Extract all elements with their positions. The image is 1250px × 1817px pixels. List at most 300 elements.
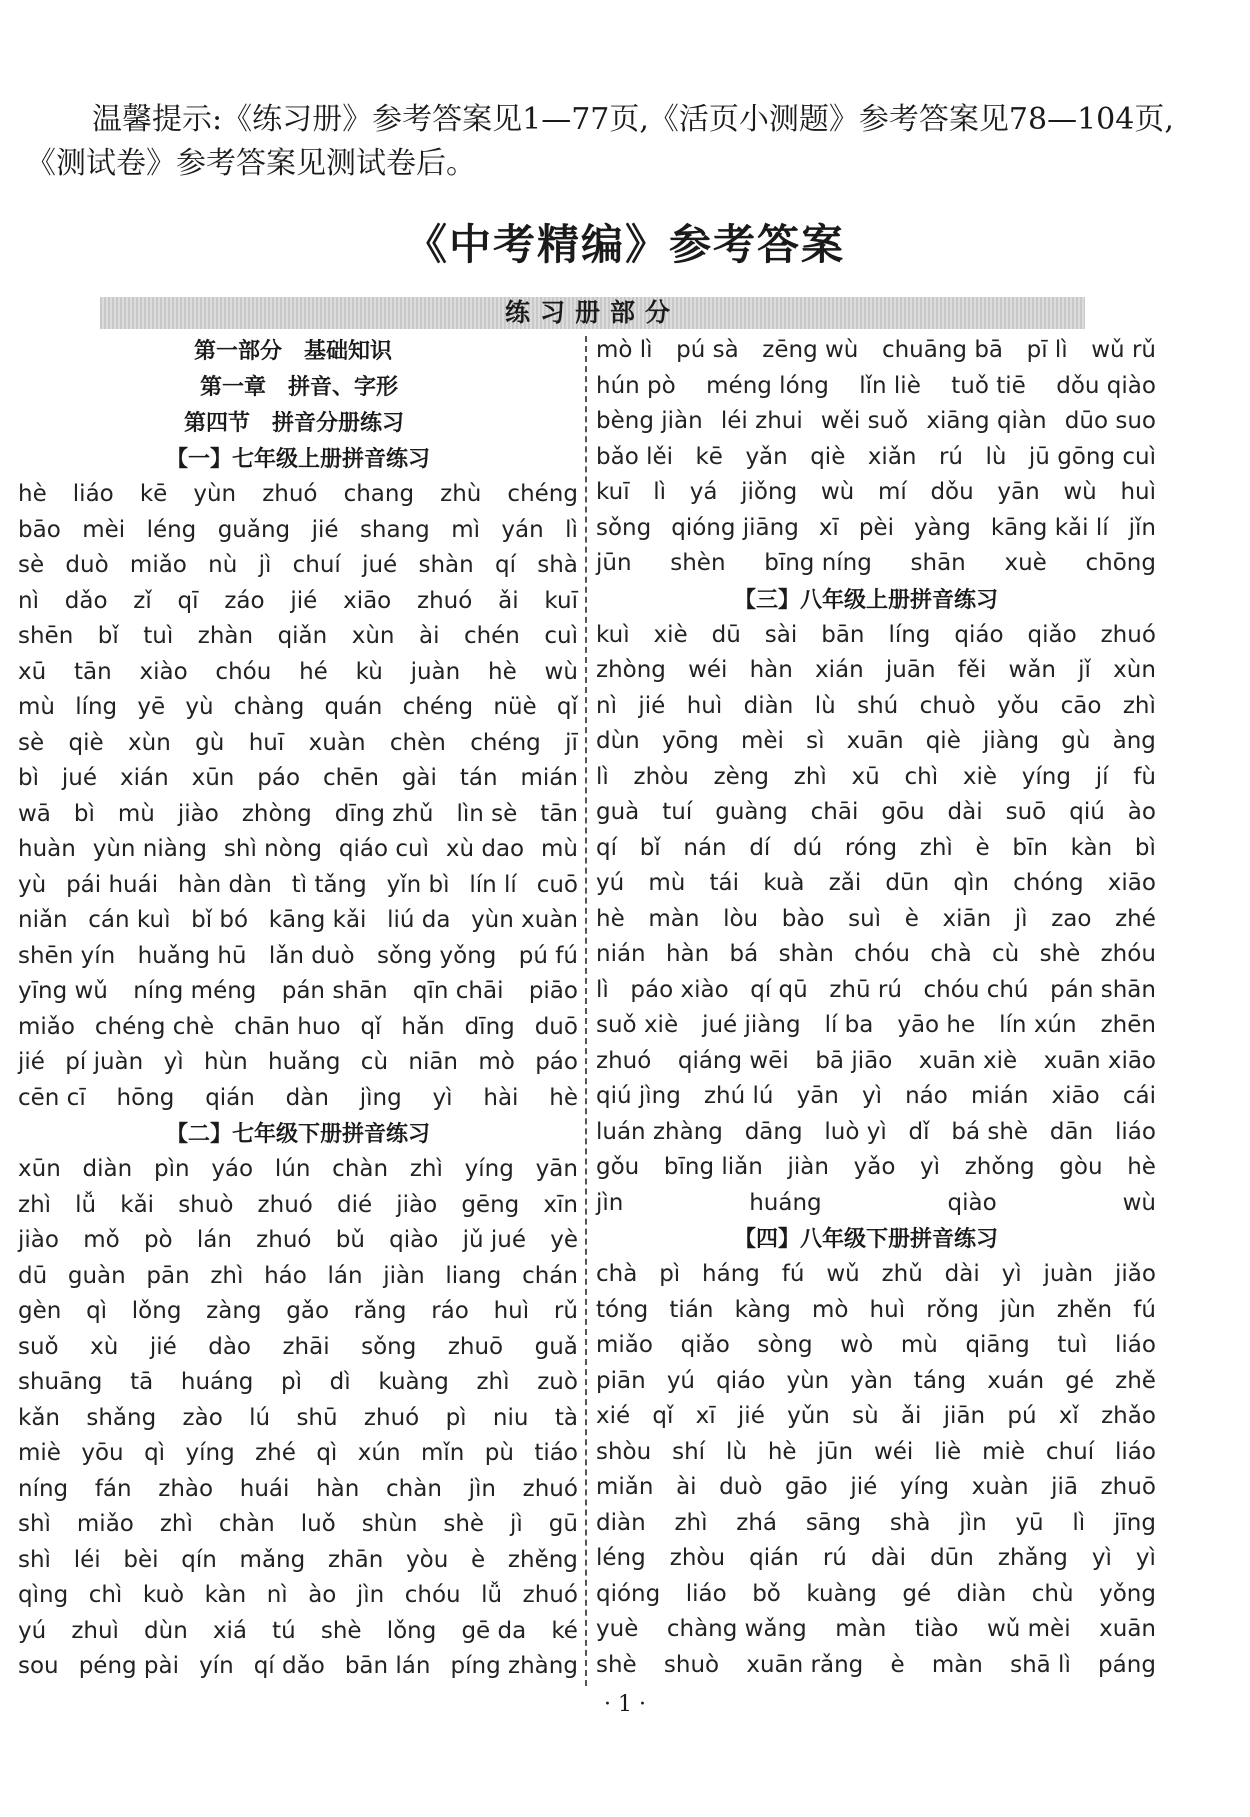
right-column bbox=[596, 333, 1156, 1683]
pinyin-row bbox=[596, 760, 1156, 796]
pinyin-item: zhì bbox=[674, 1509, 708, 1536]
pinyin-item: gōu bbox=[881, 799, 925, 825]
pinyin-row bbox=[18, 513, 578, 549]
pinyin-item: yǎn bbox=[745, 443, 788, 470]
pinyin-item: duō bbox=[534, 1013, 578, 1040]
pinyin-item: diàn bbox=[82, 1156, 133, 1182]
pinyin-item: zhuì bbox=[71, 1617, 119, 1644]
pinyin-item: luán zhàng bbox=[596, 1118, 723, 1145]
pinyin-item: lú bbox=[249, 1404, 271, 1431]
pinyin-item: ào bbox=[308, 1582, 337, 1608]
pinyin-item: fú bbox=[1133, 1296, 1156, 1323]
pinyin-row bbox=[596, 1186, 1156, 1222]
pinyin-item: lǚ bbox=[481, 1582, 503, 1608]
pinyin-item: hōng bbox=[116, 1084, 175, 1111]
pinyin-item: hè bbox=[488, 658, 517, 685]
pinyin-item: huáng bbox=[749, 1189, 822, 1216]
pinyin-item: huì bbox=[869, 1296, 906, 1323]
pinyin-item: chān huo bbox=[234, 1013, 341, 1040]
pinyin-item: yíng bbox=[1021, 763, 1071, 790]
pinyin-item: yān bbox=[997, 479, 1040, 505]
pinyin-item: xī bbox=[695, 1403, 716, 1429]
pinyin-item: xuān xiāo bbox=[1043, 1047, 1156, 1074]
pinyin-item: chóng bbox=[1013, 870, 1084, 896]
pinyin-item: ǎi bbox=[900, 1403, 922, 1429]
pinyin-item: qiào bbox=[389, 1227, 439, 1253]
pinyin-item: huì bbox=[686, 692, 723, 719]
pinyin-item: jiàn bbox=[787, 1154, 829, 1180]
pinyin-item: shì nòng bbox=[223, 836, 322, 862]
pinyin-item: jué jiàng bbox=[702, 1012, 801, 1038]
pinyin-row bbox=[18, 1507, 578, 1543]
pinyin-item: pèi bbox=[858, 514, 894, 541]
pinyin-item: hún pò bbox=[596, 372, 676, 399]
pinyin-item: zhù bbox=[440, 481, 482, 507]
pinyin-item: lì bbox=[565, 516, 578, 543]
pinyin-item: qiáo bbox=[954, 621, 1004, 648]
pinyin-item: shú bbox=[857, 692, 899, 719]
pinyin-item: tuì bbox=[143, 623, 174, 649]
pinyin-item: pán shān bbox=[281, 978, 388, 1004]
pinyin-item: shang bbox=[359, 516, 430, 543]
pinyin-item: bīng níng bbox=[764, 550, 872, 576]
pinyin-item: rǒng bbox=[926, 1296, 979, 1323]
pinyin-item: pì bbox=[659, 1261, 681, 1287]
pinyin-item: qìn bbox=[953, 870, 989, 896]
pinyin-item: xūn bbox=[191, 765, 235, 791]
pinyin-item: jié bbox=[737, 1403, 765, 1429]
pinyin-block-4 bbox=[596, 1257, 1156, 1683]
pinyin-item: bì bbox=[73, 800, 95, 827]
pinyin-item: rǔ bbox=[553, 1298, 578, 1324]
pinyin-item: léi zhui bbox=[720, 408, 803, 434]
pinyin-item: qiè bbox=[810, 443, 846, 470]
pinyin-item: tiào bbox=[914, 1616, 959, 1642]
pinyin-row bbox=[596, 1328, 1156, 1364]
pinyin-item: zhū rú bbox=[829, 976, 902, 1003]
pinyin-item: mù bbox=[648, 870, 686, 896]
pinyin-item: qiè bbox=[925, 728, 961, 754]
pinyin-row bbox=[596, 1506, 1156, 1542]
pinyin-item: sāng bbox=[805, 1509, 862, 1536]
pinyin-item: jué bbox=[362, 552, 398, 578]
pinyin-item: huī bbox=[248, 729, 285, 756]
pinyin-item: yū bbox=[1015, 1509, 1044, 1536]
pinyin-item: zhēn bbox=[1100, 1012, 1156, 1038]
left-column bbox=[18, 333, 578, 1685]
pinyin-item: shuò bbox=[178, 1191, 234, 1218]
pinyin-item: chóu bbox=[854, 941, 911, 967]
pinyin-item: qiáng wēi bbox=[677, 1047, 789, 1074]
pinyin-item: wā bbox=[18, 800, 51, 827]
pinyin-item: bào bbox=[781, 905, 825, 932]
pinyin-row bbox=[596, 1470, 1156, 1506]
pinyin-item: fù bbox=[1133, 763, 1156, 790]
pinyin-item: è bbox=[471, 1546, 486, 1573]
pinyin-item: sòng bbox=[757, 1332, 813, 1358]
pinyin-item: gù bbox=[195, 729, 225, 756]
pinyin-item: zhě bbox=[1115, 1367, 1156, 1394]
pinyin-item: zhá bbox=[736, 1509, 778, 1536]
pinyin-item: jū gōng cuì bbox=[1028, 443, 1156, 470]
pinyin-item: jīng bbox=[1113, 1509, 1156, 1536]
pinyin-item: màn bbox=[835, 1616, 887, 1642]
pinyin-item: chéng bbox=[402, 694, 474, 720]
pinyin-row bbox=[596, 1435, 1156, 1471]
pinyin-item: lín lí bbox=[469, 871, 517, 898]
pinyin-item: xiá bbox=[212, 1617, 248, 1644]
pinyin-item: xié bbox=[596, 1403, 631, 1429]
pinyin-item: lì bbox=[596, 763, 609, 790]
pinyin-item: zhì bbox=[18, 1191, 52, 1218]
pinyin-item: náo bbox=[905, 1083, 948, 1109]
pinyin-item: xuān xiè bbox=[918, 1047, 1018, 1074]
pinyin-item: pù bbox=[484, 1440, 514, 1466]
pinyin-item: shì bbox=[18, 1546, 51, 1573]
pinyin-item: zhì bbox=[793, 763, 827, 790]
pinyin-item: dié bbox=[336, 1191, 373, 1218]
pinyin-row bbox=[596, 1150, 1156, 1186]
pinyin-row bbox=[18, 1365, 578, 1401]
pinyin-item: chang bbox=[343, 481, 415, 507]
pinyin-item: jiào bbox=[396, 1191, 438, 1218]
pinyin-item: róng bbox=[844, 834, 898, 861]
pinyin-item: nián bbox=[596, 941, 646, 967]
pinyin-item: píng zhàng bbox=[450, 1653, 578, 1679]
pinyin-item: dāng bbox=[744, 1118, 803, 1145]
pinyin-item: chuāng bā bbox=[881, 337, 1004, 363]
pinyin-item: jié bbox=[638, 692, 666, 719]
pinyin-item: qiú jìng bbox=[596, 1083, 681, 1109]
pinyin-item: lǚ bbox=[75, 1191, 97, 1218]
pinyin-item: sǒng yǒng bbox=[376, 942, 497, 969]
pinyin-item: qí bbox=[494, 552, 516, 578]
pinyin-item: àng bbox=[1112, 728, 1156, 754]
pinyin-item: hé bbox=[299, 658, 328, 685]
pinyin-item: shān bbox=[910, 550, 966, 576]
pinyin-item: dào bbox=[208, 1333, 251, 1360]
pinyin-item: è bbox=[890, 1651, 905, 1678]
pinyin-item: nì bbox=[18, 587, 39, 614]
pinyin-item: yín bbox=[199, 1653, 234, 1679]
pinyin-item: zhuó bbox=[262, 481, 318, 507]
pinyin-item: wù bbox=[1063, 479, 1097, 505]
pinyin-item: dūo suo bbox=[1064, 408, 1156, 434]
pinyin-item: kàng bbox=[734, 1296, 791, 1323]
pinyin-item: kǎi bbox=[120, 1191, 155, 1218]
pinyin-item: è bbox=[904, 905, 919, 932]
pinyin-item: kǎn bbox=[18, 1404, 60, 1431]
pinyin-item: jìng bbox=[359, 1084, 402, 1111]
pinyin-item: dài bbox=[947, 799, 983, 825]
pinyin-item: qiú bbox=[1069, 799, 1105, 825]
pinyin-item: yú bbox=[666, 1367, 696, 1394]
pinyin-item: liang bbox=[445, 1262, 502, 1289]
pinyin-item: lán bbox=[196, 1227, 232, 1253]
pinyin-item: yáo bbox=[211, 1156, 254, 1182]
pinyin-row bbox=[596, 1612, 1156, 1648]
pinyin-item: miǎo bbox=[76, 1511, 134, 1537]
pinyin-item: bá shè bbox=[951, 1118, 1029, 1145]
pinyin-row bbox=[596, 1541, 1156, 1577]
pinyin-item: kàn bbox=[204, 1582, 247, 1608]
pinyin-item: gù bbox=[1061, 728, 1091, 754]
pinyin-block-2 bbox=[18, 1152, 578, 1685]
pinyin-item: yì bbox=[163, 1049, 184, 1075]
pinyin-item: zhàn bbox=[197, 623, 254, 649]
pinyin-item: shuò bbox=[663, 1651, 720, 1678]
pinyin-row bbox=[18, 1436, 578, 1472]
pinyin-item: chéng bbox=[470, 729, 541, 756]
pinyin-item: zhòu bbox=[633, 763, 689, 790]
pinyin-item: xùn bbox=[1113, 657, 1156, 683]
pinyin-item: zao bbox=[1051, 905, 1092, 932]
pinyin-item: zào bbox=[182, 1404, 223, 1431]
pinyin-item: pì bbox=[445, 1404, 467, 1431]
pinyin-item: chù bbox=[1031, 1580, 1074, 1607]
pinyin-item: quán bbox=[324, 694, 383, 720]
pinyin-item: dīng bbox=[464, 1013, 515, 1040]
pinyin-item: pì bbox=[281, 1369, 302, 1395]
pinyin-item: qiào bbox=[947, 1189, 997, 1216]
pinyin-item: è bbox=[975, 834, 990, 861]
pinyin-row bbox=[596, 1577, 1156, 1613]
pinyin-item: jiào bbox=[18, 1227, 59, 1253]
pinyin-item: cù bbox=[992, 941, 1020, 967]
pinyin-item: lìn sè bbox=[456, 800, 518, 827]
pinyin-item: xù dao bbox=[445, 836, 525, 862]
pinyin-item: sè bbox=[18, 729, 45, 756]
pinyin-item: ké bbox=[551, 1617, 578, 1644]
pinyin-item: niu bbox=[492, 1404, 529, 1431]
pinyin-item: jūn bbox=[817, 1438, 854, 1465]
pinyin-item: chán bbox=[522, 1262, 578, 1289]
pinyin-item: qiǎo bbox=[680, 1332, 730, 1358]
column-divider bbox=[585, 336, 587, 1686]
pinyin-item: gǒu bbox=[596, 1154, 640, 1180]
pinyin-item: sou bbox=[18, 1653, 59, 1679]
pinyin-item: jī bbox=[565, 729, 578, 756]
pinyin-item: fěi bbox=[957, 657, 987, 683]
pinyin-row bbox=[596, 546, 1156, 582]
pinyin-item: miǎn bbox=[596, 1474, 654, 1500]
pinyin-row bbox=[596, 1648, 1156, 1684]
pinyin-item: yè bbox=[550, 1227, 578, 1253]
pinyin-item: pú sà bbox=[676, 337, 739, 363]
pinyin-row bbox=[18, 548, 578, 584]
pinyin-item: qiáo bbox=[716, 1367, 766, 1394]
pinyin-item: wù bbox=[1122, 1189, 1156, 1216]
pinyin-item: zhān bbox=[327, 1546, 384, 1573]
pinyin-item: bǒ bbox=[752, 1580, 781, 1607]
pinyin-item: dǒu qiào bbox=[1056, 372, 1156, 399]
pinyin-row bbox=[596, 937, 1156, 973]
pinyin-item: chà bbox=[596, 1261, 638, 1287]
pinyin-item: ài bbox=[418, 623, 440, 649]
pinyin-item: sì bbox=[806, 728, 825, 754]
pinyin-item: jǐn bbox=[1128, 514, 1156, 541]
pinyin-item: suì bbox=[848, 905, 882, 932]
pinyin-item: dài bbox=[944, 1261, 980, 1287]
subsection-heading-2: 【二】七年级下册拼音练习 bbox=[166, 1121, 431, 1147]
pinyin-item: tān bbox=[73, 658, 112, 685]
pinyin-item: wǔ rǔ bbox=[1091, 337, 1156, 363]
pinyin-item: bì bbox=[1134, 834, 1156, 861]
pinyin-item: qín bbox=[181, 1546, 217, 1573]
pinyin-item: chāi bbox=[810, 799, 859, 825]
pinyin-item: jié bbox=[18, 1049, 45, 1075]
pinyin-item: liáo bbox=[1115, 1438, 1156, 1465]
pinyin-block-3 bbox=[596, 618, 1156, 1222]
pinyin-item: hùn bbox=[203, 1049, 248, 1075]
pinyin-item: wù bbox=[820, 479, 855, 505]
pinyin-item: jūn bbox=[596, 550, 632, 576]
pinyin-item: kē bbox=[139, 481, 168, 507]
pinyin-item: ài bbox=[676, 1474, 697, 1500]
pinyin-row bbox=[596, 440, 1156, 476]
pinyin-item: dùn bbox=[144, 1617, 188, 1644]
pinyin-item: yá bbox=[689, 479, 718, 505]
pinyin-item: lǒng bbox=[386, 1617, 437, 1644]
pinyin-item: huáng bbox=[180, 1369, 254, 1395]
pinyin-item: màn bbox=[931, 1651, 983, 1678]
pinyin-item: qiáo cuì bbox=[338, 836, 429, 862]
pinyin-item: liú da bbox=[387, 907, 451, 933]
pinyin-item: yǒu bbox=[996, 692, 1040, 719]
pinyin-item: chà bbox=[930, 941, 972, 967]
pinyin-item: pú fú bbox=[518, 942, 578, 969]
pinyin-item: pái huái bbox=[66, 871, 159, 898]
pinyin-item: zhuó bbox=[256, 1227, 312, 1253]
pinyin-item: kuī bbox=[596, 479, 630, 505]
pinyin-item: dū bbox=[18, 1262, 48, 1289]
pinyin-row bbox=[596, 1293, 1156, 1329]
pinyin-item: háng bbox=[702, 1261, 760, 1287]
pinyin-item: shà bbox=[889, 1509, 931, 1536]
pinyin-item: bá bbox=[729, 941, 759, 967]
pinyin-item: jìn bbox=[468, 1475, 496, 1502]
pinyin-item: shè bbox=[596, 1651, 637, 1678]
pinyin-item: lán bbox=[327, 1262, 363, 1289]
pinyin-item: nù bbox=[208, 552, 238, 578]
pinyin-row bbox=[18, 797, 578, 833]
pinyin-row bbox=[596, 369, 1156, 405]
pinyin-item: huái bbox=[239, 1475, 290, 1502]
pinyin-item: lǎn duò bbox=[268, 942, 355, 969]
pinyin-item: yán bbox=[501, 516, 544, 543]
pinyin-item: dàn bbox=[285, 1084, 329, 1111]
pinyin-item: gū bbox=[548, 1511, 578, 1537]
pinyin-item: gē da bbox=[461, 1617, 527, 1644]
pinyin-item: xùn bbox=[351, 623, 395, 649]
pinyin-item: zhì bbox=[476, 1369, 510, 1395]
pinyin-item: xiè bbox=[653, 621, 688, 648]
pinyin-row bbox=[18, 1614, 578, 1650]
pinyin-item: tuì bbox=[1057, 1332, 1088, 1358]
pinyin-item: xùn bbox=[128, 729, 171, 756]
chapter-heading: 第一章 拼音、字形 bbox=[200, 374, 399, 400]
pinyin-item: gǎo bbox=[286, 1298, 330, 1324]
pinyin-item: yù bbox=[185, 694, 214, 720]
pinyin-item: zhuó bbox=[522, 1475, 578, 1502]
pinyin-item: niǎn bbox=[18, 907, 68, 933]
pinyin-item: zhì bbox=[919, 834, 953, 861]
pinyin-item: shè bbox=[443, 1511, 485, 1537]
pinyin-item: chàng bbox=[233, 694, 305, 720]
pinyin-item: kuī bbox=[544, 587, 578, 614]
pinyin-item: shuāng bbox=[18, 1369, 103, 1395]
pinyin-item: zhì bbox=[159, 1511, 193, 1537]
pinyin-row bbox=[596, 1399, 1156, 1435]
pinyin-item: xuàn bbox=[308, 729, 366, 756]
pinyin-row bbox=[596, 1257, 1156, 1293]
pinyin-row bbox=[596, 902, 1156, 938]
pinyin-item: xiān bbox=[942, 905, 992, 932]
pinyin-item: zhǎng bbox=[997, 1545, 1068, 1571]
pinyin-item: mù bbox=[18, 694, 55, 720]
pinyin-item: hài bbox=[483, 1084, 519, 1111]
pinyin-item: kù bbox=[355, 658, 383, 685]
pinyin-item: chóu bbox=[404, 1582, 461, 1608]
pinyin-item: xiào bbox=[139, 658, 188, 685]
pinyin-row bbox=[596, 866, 1156, 902]
pinyin-item: qì bbox=[144, 1440, 166, 1466]
pinyin-item: hè bbox=[596, 905, 625, 932]
pinyin-item: suǒ xiè bbox=[596, 1012, 679, 1038]
pinyin-item: zhú lú bbox=[703, 1083, 774, 1109]
pinyin-item: xián bbox=[119, 765, 169, 791]
pinyin-item: qiǎo bbox=[1027, 621, 1077, 648]
pinyin-item: zhuō bbox=[1100, 1474, 1156, 1500]
pinyin-row bbox=[596, 1079, 1156, 1115]
pinyin-item: bǐ bó bbox=[191, 907, 249, 933]
pinyin-item: kē bbox=[695, 443, 723, 470]
pinyin-item: léng bbox=[596, 1545, 646, 1571]
pinyin-item: pò bbox=[143, 1227, 173, 1253]
pinyin-item: xuān bbox=[1099, 1616, 1156, 1642]
pinyin-item: liáo bbox=[1114, 1332, 1156, 1358]
pinyin-item: xī bbox=[818, 514, 839, 541]
pinyin-block-continued bbox=[596, 333, 1156, 582]
pinyin-item: hàn dàn bbox=[178, 871, 272, 898]
pinyin-item: zhóu bbox=[1100, 941, 1156, 967]
pinyin-item: liáo bbox=[72, 481, 114, 507]
pinyin-item: jì bbox=[1014, 905, 1028, 932]
pinyin-item: zhěng bbox=[507, 1546, 578, 1573]
pinyin-item: guàng bbox=[715, 799, 788, 825]
pinyin-item: pí juàn bbox=[65, 1049, 144, 1075]
pinyin-item: qí bbox=[596, 834, 617, 861]
pinyin-item: jié bbox=[149, 1333, 177, 1360]
pinyin-item: huì bbox=[1120, 479, 1156, 505]
pinyin-item: wéi bbox=[873, 1438, 914, 1465]
pinyin-item: yùn niàng bbox=[92, 836, 208, 862]
pinyin-item: yàng bbox=[913, 514, 971, 541]
pinyin-item: chéng bbox=[507, 481, 578, 507]
pinyin-item: wǔ mèi bbox=[986, 1616, 1071, 1642]
pinyin-item: yǔn bbox=[787, 1403, 830, 1429]
pinyin-item: gé bbox=[902, 1580, 932, 1607]
pinyin-item: diàn bbox=[596, 1509, 646, 1536]
pinyin-item: yōu bbox=[81, 1440, 124, 1466]
pinyin-item: sài bbox=[764, 621, 798, 648]
pinyin-item: diàn bbox=[743, 692, 794, 719]
pinyin-item: sǒng bbox=[596, 514, 652, 541]
pinyin-item: xù bbox=[90, 1333, 119, 1360]
section-band: 练习册部分 bbox=[100, 297, 1085, 329]
part-heading: 第一部分 基础知识 bbox=[194, 338, 393, 364]
pinyin-item: shòu bbox=[596, 1438, 652, 1465]
